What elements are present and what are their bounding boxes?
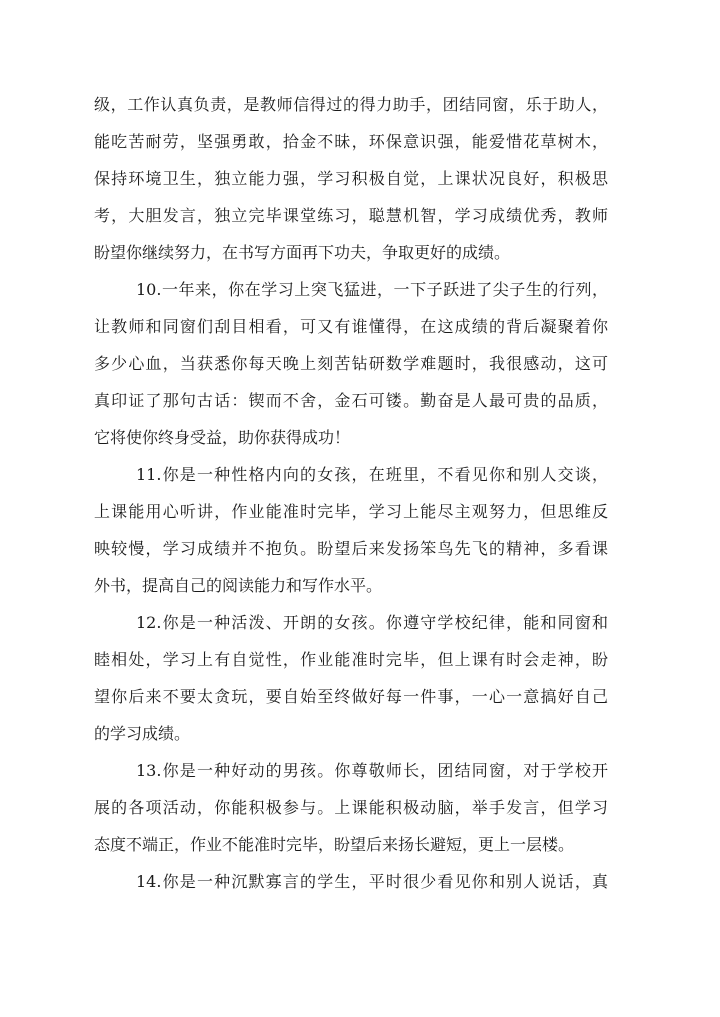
paragraph-13 xyxy=(94,752,608,863)
document-body xyxy=(94,86,608,900)
paragraph-14 xyxy=(94,863,608,900)
text-line: 外书，提高自己的阅读能力和写作水平。 xyxy=(94,576,383,595)
paragraph-11 xyxy=(94,456,608,604)
text-line: 的学习成绩。 xyxy=(94,724,191,743)
paragraph-9-continuation xyxy=(94,86,608,271)
text-line: 睦相处，学习上有自觉性，作业能准时完毕，但上课有时会走神，盼 xyxy=(94,650,608,669)
text-line: 望你后来不要太贪玩，要自始至终做好每一件事，一心一意搞好自己 xyxy=(94,687,608,706)
text-line: 保持环境卫生，独立能力强，学习积极自觉，上课状况良好，积极思 xyxy=(94,169,608,188)
text-line: 展的各项活动，你能积极参与。上课能积极动脑，举手发言，但学习 xyxy=(94,798,608,817)
text-line: 盼望你继续努力，在书写方面再下功夫，争取更好的成绩。 xyxy=(94,243,511,262)
text-line: 让教师和同窗们刮目相看，可又有谁懂得，在这成绩的背后凝聚着你 xyxy=(94,317,608,336)
text-line: 多少心血，当获悉你每天晚上刻苦钻研数学难题时，我很感动，这可 xyxy=(94,354,608,373)
paragraph-12 xyxy=(94,604,608,752)
text-line: 12.你是一种活泼、开朗的女孩。你遵守学校纪律，能和同窗和 xyxy=(136,613,608,632)
text-line: 11.你是一种性格内向的女孩，在班里，不看见你和别人交谈， xyxy=(136,465,608,484)
text-line: 它将使你终身受益，助你获得成功！ xyxy=(94,428,351,447)
text-line: 10.一年来，你在学习上突飞猛进，一下子跃进了尖子生的行列， xyxy=(136,280,608,299)
paragraph-10 xyxy=(94,271,608,456)
text-line: 考，大胆发言，独立完毕课堂练习，聪慧机智，学习成绩优秀，教师 xyxy=(94,206,608,225)
text-line: 级，工作认真负责，是教师信得过的得力助手，团结同窗，乐于助人， xyxy=(94,95,608,114)
text-line: 映较慢，学习成绩并不抱负。盼望后来发扬笨鸟先飞的精神，多看课 xyxy=(94,539,608,558)
text-line: 14.你是一种沉默寡言的学生，平时很少看见你和别人说话，真 xyxy=(136,872,608,891)
text-line: 上课能用心听讲，作业能准时完毕，学习上能尽主观努力，但思维反 xyxy=(94,502,608,521)
text-line: 态度不端正，作业不能准时完毕，盼望后来扬长避短，更上一层楼。 xyxy=(94,835,575,854)
text-line: 真印证了那句古话：锲而不舍，金石可镂。勤奋是人最可贵的品质， xyxy=(94,391,608,410)
text-line: 13.你是一种好动的男孩。你尊敬师长，团结同窗，对于学校开 xyxy=(136,761,608,780)
text-line: 能吃苦耐劳，坚强勇敢，拾金不昧，环保意识强，能爱惜花草树木， xyxy=(94,132,608,151)
